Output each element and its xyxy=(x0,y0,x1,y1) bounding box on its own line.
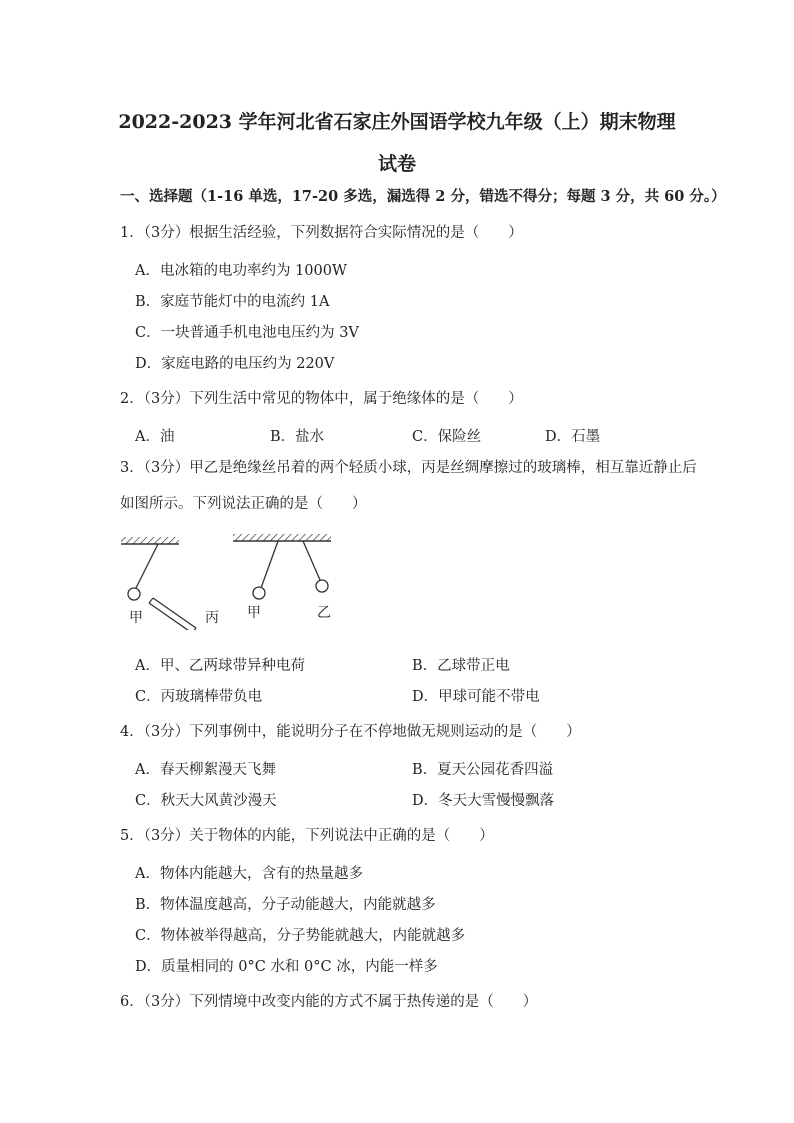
question-2-option-d: D．石墨 xyxy=(545,429,601,445)
ceiling-left xyxy=(121,537,179,544)
question-1-option-a: A．电冰箱的电功率约为 1000W xyxy=(135,263,347,279)
ball-jia-right xyxy=(253,587,265,599)
question-2-option-b: B．盐水 xyxy=(270,429,325,445)
label-jia-right: 甲 xyxy=(247,605,261,621)
question-4-option-d: D．冬天大雪慢慢飘落 xyxy=(412,793,555,809)
question-3-option-b: B．乙球带正电 xyxy=(412,658,510,674)
question-5-option-a: A．物体内能越大，含有的热量越多 xyxy=(135,866,363,882)
question-3-stem-line1: 3．（3分）甲乙是绝缘丝吊着的两个轻质小球，丙是丝绸摩擦过的玻璃棒，相互靠近静止后 xyxy=(120,460,697,476)
question-5-stem: 5．（3分）关于物体的内能，下列说法中正确的是（ ） xyxy=(120,828,494,844)
question-2-option-c: C．保险丝 xyxy=(412,429,482,445)
exam-title-line1: 2022-2023 学年河北省石家庄外国语学校九年级（上）期末物理 xyxy=(118,111,676,133)
exam-title-line2: 试卷 xyxy=(377,153,416,175)
ball-jia-left xyxy=(128,588,140,600)
question-5-option-c: C．物体被举得越高，分子势能就越大，内能就越多 xyxy=(135,928,466,944)
question-2-stem: 2．（3分）下列生活中常见的物体中，属于绝缘体的是（ ） xyxy=(120,391,523,407)
question-3-option-a: A．甲、乙两球带异种电荷 xyxy=(135,658,305,674)
question-4-option-a: A．春天柳絮漫天飞舞 xyxy=(135,762,276,778)
thread-yi xyxy=(303,541,320,580)
question-1-option-b: B．家庭节能灯中的电流约 1A xyxy=(135,294,330,310)
question-4-option-c: C．秋天大风黄沙漫天 xyxy=(135,793,277,809)
question-4-stem: 4．（3分）下列事例中，能说明分子在不停地做无规则运动的是（ ） xyxy=(120,724,581,740)
glass-rod-bing xyxy=(149,598,196,630)
question-1-stem: 1．（3分）根据生活经验，下列数据符合实际情况的是（ ） xyxy=(120,225,523,241)
question-3-stem-line2: 如图所示。下列说法正确的是（ ） xyxy=(120,496,367,512)
question-1-option-c: C．一块普通手机电池电压约为 3V xyxy=(135,325,359,341)
question-4-option-b: B．夏天公园花香四溢 xyxy=(412,762,554,778)
label-jia-left: 甲 xyxy=(129,610,143,626)
ceiling-right xyxy=(233,534,331,541)
question-3-option-d: D．甲球可能不带电 xyxy=(412,689,540,705)
question-1-option-d: D．家庭电路的电压约为 220V xyxy=(135,356,335,372)
question-6-stem: 6．（3分）下列情境中改变内能的方式不属于热传递的是（ ） xyxy=(120,994,538,1010)
question-3-option-c: C．丙玻璃棒带负电 xyxy=(135,689,263,705)
question-5-option-b: B．物体温度越高，分子动能越大，内能就越多 xyxy=(135,897,436,913)
label-yi: 乙 xyxy=(317,605,331,621)
question-3-figure xyxy=(118,530,348,634)
section-heading: 一、选择题（1-16 单选，17-20 多选，漏选得 2 分，错选不得分；每题 3 分，共 60 分。） xyxy=(120,188,726,205)
thread-jia-left xyxy=(136,544,158,588)
ball-yi xyxy=(316,580,328,592)
label-bing: 丙 xyxy=(205,610,219,626)
question-5-option-d: D．质量相同的 0°C 水和 0°C 冰，内能一样多 xyxy=(135,959,438,975)
thread-jia-right xyxy=(261,541,278,588)
question-2-option-a: A．油 xyxy=(135,429,175,445)
